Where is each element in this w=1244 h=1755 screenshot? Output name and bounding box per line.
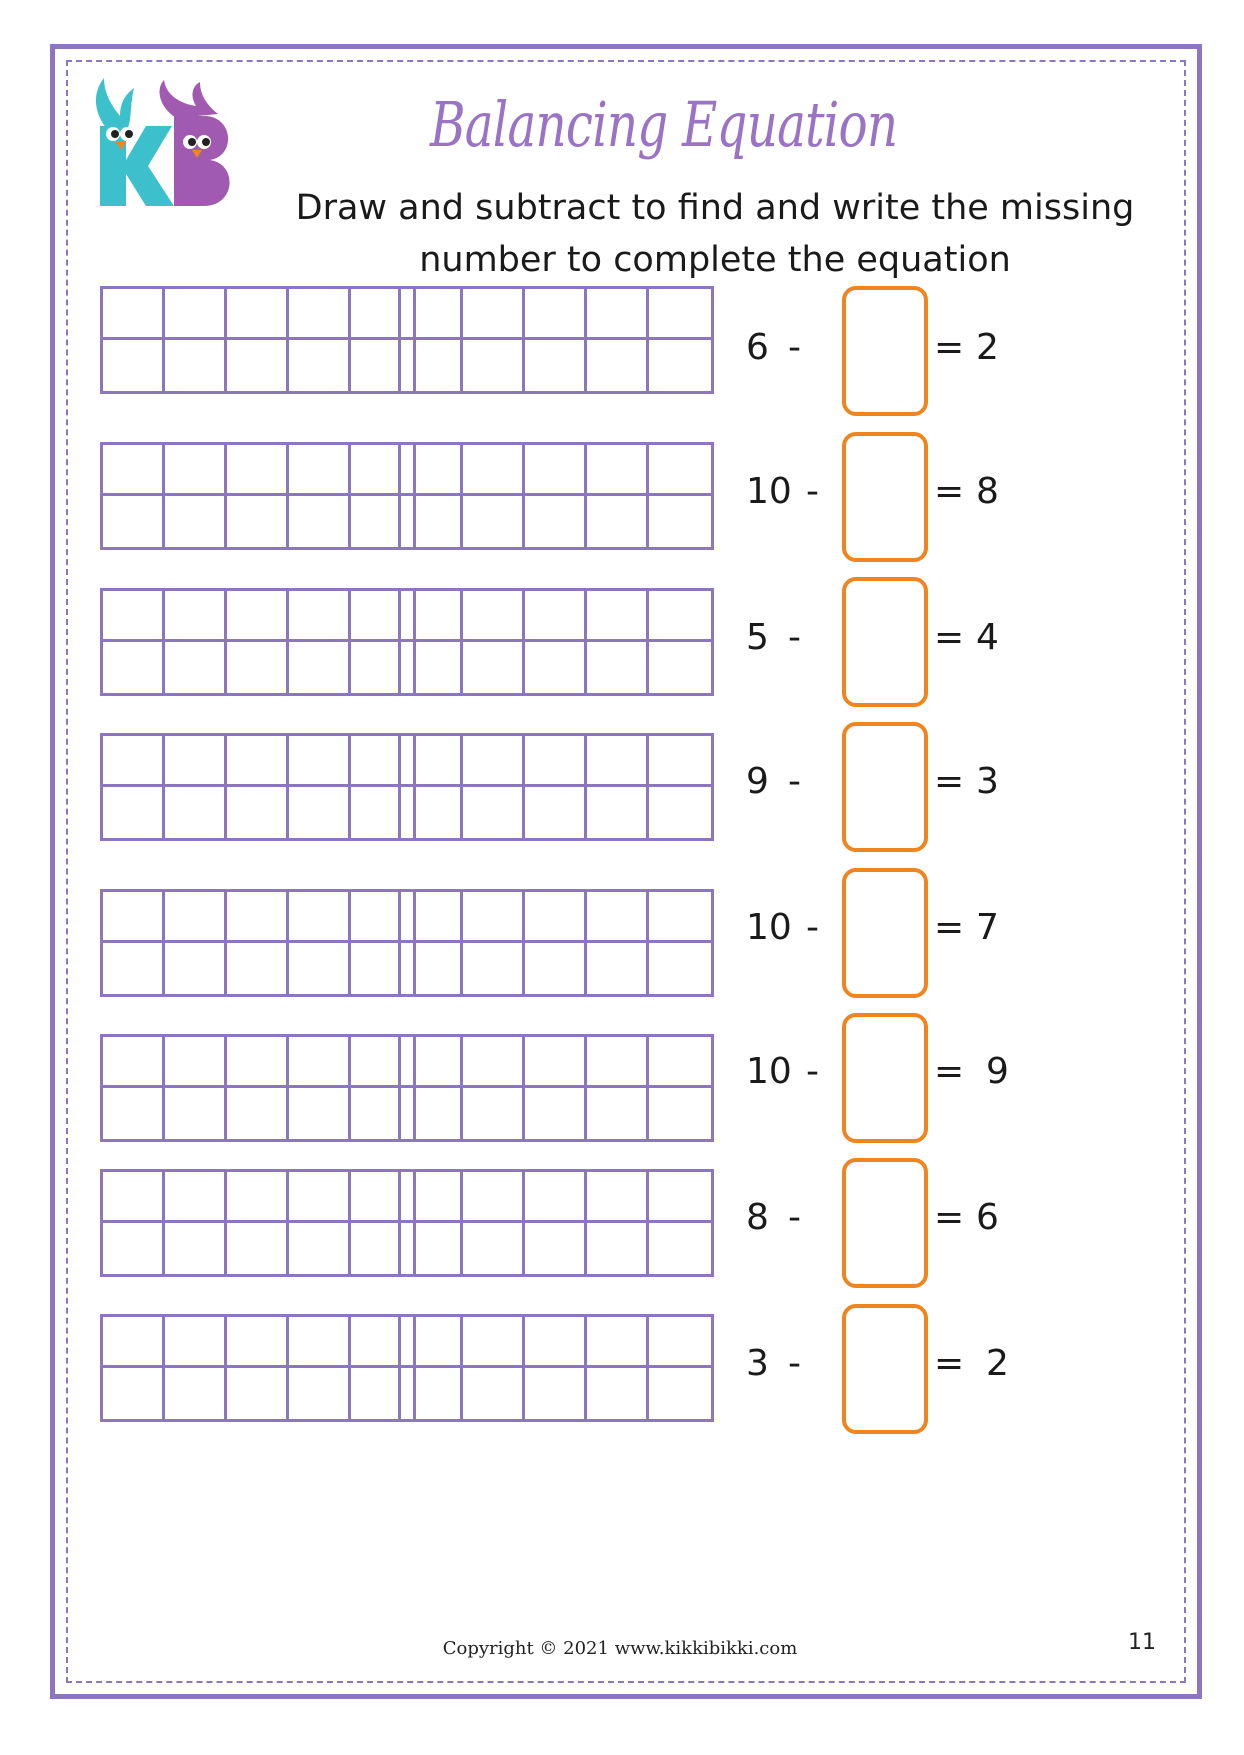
ten-frame-cell[interactable] bbox=[587, 787, 649, 838]
ten-frame-cell[interactable] bbox=[401, 642, 463, 693]
ten-frame-cell[interactable] bbox=[165, 1037, 227, 1088]
minuend: 10 bbox=[746, 1051, 792, 1092]
ten-frame[interactable] bbox=[398, 889, 714, 997]
minuend: 8 bbox=[746, 1197, 769, 1238]
ten-frame[interactable] bbox=[398, 1169, 714, 1277]
ten-frame-cell[interactable] bbox=[401, 1088, 463, 1139]
ten-frame-cell[interactable] bbox=[103, 289, 165, 340]
ten-frame-cell[interactable] bbox=[165, 1368, 227, 1419]
ten-frame-cell[interactable] bbox=[103, 591, 165, 642]
ten-frame[interactable] bbox=[100, 889, 416, 997]
ten-frame-cell[interactable] bbox=[401, 1037, 463, 1088]
equals-sign: = bbox=[934, 907, 965, 948]
ten-frame[interactable] bbox=[398, 286, 714, 394]
ten-frame-cell[interactable] bbox=[165, 787, 227, 838]
ten-frame-cell[interactable] bbox=[165, 289, 227, 340]
ten-frame-cell[interactable] bbox=[165, 642, 227, 693]
minuend: 3 bbox=[746, 1343, 769, 1384]
ten-frame-cell[interactable] bbox=[227, 1037, 289, 1088]
ten-frame[interactable] bbox=[100, 1314, 416, 1422]
ten-frame-cell[interactable] bbox=[587, 496, 649, 547]
minus-sign: - bbox=[806, 1051, 819, 1092]
ten-frame-cell[interactable] bbox=[525, 642, 587, 693]
ten-frame-cell[interactable] bbox=[649, 591, 711, 642]
ten-frame-cell[interactable] bbox=[525, 943, 587, 994]
ten-frame-cell[interactable] bbox=[649, 943, 711, 994]
result-value: 9 bbox=[986, 1051, 1009, 1092]
ten-frame-cell[interactable] bbox=[401, 289, 463, 340]
ten-frame-cell[interactable] bbox=[401, 892, 463, 943]
result-value: 2 bbox=[976, 327, 999, 368]
ten-frame-cell[interactable] bbox=[463, 445, 525, 496]
ten-frame-cell[interactable] bbox=[525, 496, 587, 547]
equals-sign: = bbox=[934, 471, 965, 512]
ten-frame-cell[interactable] bbox=[463, 1317, 525, 1368]
answer-box[interactable] bbox=[842, 1304, 928, 1434]
ten-frame-cell[interactable] bbox=[463, 943, 525, 994]
ten-frame-cell[interactable] bbox=[401, 1172, 463, 1223]
ten-frame-cell[interactable] bbox=[289, 943, 351, 994]
answer-box[interactable] bbox=[842, 868, 928, 998]
ten-frame-cell[interactable] bbox=[103, 496, 165, 547]
worksheet-instructions: Draw and subtract to find and write the missing number to complete the equation bbox=[295, 188, 1135, 280]
ten-frame-cell[interactable] bbox=[227, 1223, 289, 1274]
minus-sign: - bbox=[788, 761, 801, 802]
ten-frame-cell[interactable] bbox=[649, 1172, 711, 1223]
ten-frame-cell[interactable] bbox=[227, 892, 289, 943]
ten-frame-cell[interactable] bbox=[227, 496, 289, 547]
ten-frame[interactable] bbox=[398, 733, 714, 841]
equals-sign: = bbox=[934, 327, 965, 368]
ten-frame-cell[interactable] bbox=[463, 736, 525, 787]
ten-frame-cell[interactable] bbox=[227, 340, 289, 391]
ten-frame-cell[interactable] bbox=[227, 1368, 289, 1419]
minuend: 10 bbox=[746, 471, 792, 512]
ten-frame-cell[interactable] bbox=[289, 1368, 351, 1419]
ten-frame-cell[interactable] bbox=[525, 1368, 587, 1419]
ten-frame-cell[interactable] bbox=[289, 892, 351, 943]
ten-frame-cell[interactable] bbox=[401, 340, 463, 391]
ten-frame-cell[interactable] bbox=[103, 892, 165, 943]
ten-frame-cell[interactable] bbox=[463, 496, 525, 547]
ten-frame-cell[interactable] bbox=[165, 1317, 227, 1368]
worksheet-title: Balancing Equation bbox=[430, 88, 898, 161]
ten-frame-cell[interactable] bbox=[463, 1368, 525, 1419]
result-value: 4 bbox=[976, 617, 999, 658]
minuend: 9 bbox=[746, 761, 769, 802]
ten-frame-cell[interactable] bbox=[165, 496, 227, 547]
ten-frame-cell[interactable] bbox=[103, 1223, 165, 1274]
ten-frame-cell[interactable] bbox=[227, 787, 289, 838]
ten-frame-cell[interactable] bbox=[649, 642, 711, 693]
answer-box[interactable] bbox=[842, 432, 928, 562]
ten-frame-cell[interactable] bbox=[649, 1037, 711, 1088]
ten-frame-cell[interactable] bbox=[165, 1223, 227, 1274]
ten-frame[interactable] bbox=[398, 588, 714, 696]
ten-frame[interactable] bbox=[100, 588, 416, 696]
ten-frame-cell[interactable] bbox=[525, 787, 587, 838]
kikkibikki-logo bbox=[86, 76, 246, 216]
ten-frame-cell[interactable] bbox=[103, 1172, 165, 1223]
ten-frame-cell[interactable] bbox=[289, 445, 351, 496]
ten-frame-cell[interactable] bbox=[165, 445, 227, 496]
ten-frame-cell[interactable] bbox=[165, 736, 227, 787]
ten-frame-cell[interactable] bbox=[587, 1037, 649, 1088]
ten-frame-cell[interactable] bbox=[227, 445, 289, 496]
ten-frame[interactable] bbox=[398, 1034, 714, 1142]
ten-frame-cell[interactable] bbox=[165, 1088, 227, 1139]
ten-frame[interactable] bbox=[398, 1314, 714, 1422]
minus-sign: - bbox=[806, 471, 819, 512]
answer-box[interactable] bbox=[842, 1013, 928, 1143]
minuend: 6 bbox=[746, 327, 769, 368]
ten-frame-cell[interactable] bbox=[525, 1172, 587, 1223]
ten-frame-cell[interactable] bbox=[289, 1088, 351, 1139]
ten-frame[interactable] bbox=[100, 733, 416, 841]
ten-frame-cell[interactable] bbox=[227, 1317, 289, 1368]
ten-frame-cell[interactable] bbox=[289, 642, 351, 693]
ten-frame-cell[interactable] bbox=[289, 289, 351, 340]
ten-frame-cell[interactable] bbox=[463, 892, 525, 943]
ten-frame-cell[interactable] bbox=[165, 591, 227, 642]
ten-frame-cell[interactable] bbox=[227, 943, 289, 994]
page-number: 11 bbox=[1128, 1630, 1156, 1655]
ten-frame-cell[interactable] bbox=[463, 1037, 525, 1088]
ten-frame-cell[interactable] bbox=[463, 1172, 525, 1223]
equals-sign: = bbox=[934, 1051, 965, 1092]
ten-frame-cell[interactable] bbox=[587, 289, 649, 340]
copyright-footer: Copyright © 2021 www.kikkibikki.com bbox=[442, 1638, 798, 1659]
ten-frame-cell[interactable] bbox=[649, 1088, 711, 1139]
ten-frame-cell[interactable] bbox=[165, 943, 227, 994]
ten-frame-cell[interactable] bbox=[587, 1088, 649, 1139]
equals-sign: = bbox=[934, 761, 965, 802]
ten-frame-cell[interactable] bbox=[525, 289, 587, 340]
equals-sign: = bbox=[934, 617, 965, 658]
ten-frame-cell[interactable] bbox=[525, 1088, 587, 1139]
result-value: 8 bbox=[976, 471, 999, 512]
ten-frame-cell[interactable] bbox=[227, 642, 289, 693]
ten-frame[interactable] bbox=[100, 1169, 416, 1277]
ten-frame-cell[interactable] bbox=[103, 1368, 165, 1419]
ten-frame-cell[interactable] bbox=[289, 591, 351, 642]
ten-frame-cell[interactable] bbox=[525, 1037, 587, 1088]
ten-frame-cell[interactable] bbox=[587, 642, 649, 693]
ten-frame-cell[interactable] bbox=[103, 1088, 165, 1139]
minus-sign: - bbox=[788, 327, 801, 368]
ten-frame-cell[interactable] bbox=[463, 1088, 525, 1139]
ten-frame-cell[interactable] bbox=[525, 1317, 587, 1368]
ten-frame-cell[interactable] bbox=[401, 943, 463, 994]
answer-box[interactable] bbox=[842, 286, 928, 416]
equals-sign: = bbox=[934, 1343, 965, 1384]
ten-frame-cell[interactable] bbox=[587, 591, 649, 642]
ten-frame-cell[interactable] bbox=[227, 1088, 289, 1139]
ten-frame-cell[interactable] bbox=[401, 445, 463, 496]
ten-frame-cell[interactable] bbox=[463, 289, 525, 340]
ten-frame-cell[interactable] bbox=[103, 445, 165, 496]
minuend: 5 bbox=[746, 617, 769, 658]
ten-frame-cell[interactable] bbox=[463, 787, 525, 838]
ten-frame-cell[interactable] bbox=[525, 591, 587, 642]
ten-frame-cell[interactable] bbox=[289, 1317, 351, 1368]
ten-frame-cell[interactable] bbox=[401, 591, 463, 642]
ten-frame-cell[interactable] bbox=[463, 340, 525, 391]
ten-frame-cell[interactable] bbox=[165, 1172, 227, 1223]
ten-frame-cell[interactable] bbox=[401, 1223, 463, 1274]
ten-frame-cell[interactable] bbox=[463, 1223, 525, 1274]
ten-frame-cell[interactable] bbox=[227, 289, 289, 340]
ten-frame[interactable] bbox=[398, 442, 714, 550]
minuend: 10 bbox=[746, 907, 792, 948]
ten-frame-cell[interactable] bbox=[649, 445, 711, 496]
ten-frame-cell[interactable] bbox=[587, 1172, 649, 1223]
ten-frame-cell[interactable] bbox=[401, 1317, 463, 1368]
minus-sign: - bbox=[788, 1197, 801, 1238]
ten-frame-cell[interactable] bbox=[103, 1037, 165, 1088]
ten-frame-cell[interactable] bbox=[401, 736, 463, 787]
ten-frame-cell[interactable] bbox=[649, 1223, 711, 1274]
equals-sign: = bbox=[934, 1197, 965, 1238]
ten-frame-cell[interactable] bbox=[165, 892, 227, 943]
ten-frame-cell[interactable] bbox=[525, 892, 587, 943]
ten-frame-cell[interactable] bbox=[649, 289, 711, 340]
ten-frame-cell[interactable] bbox=[103, 943, 165, 994]
ten-frame-cell[interactable] bbox=[103, 1317, 165, 1368]
ten-frame-cell[interactable] bbox=[649, 892, 711, 943]
result-value: 6 bbox=[976, 1197, 999, 1238]
answer-box[interactable] bbox=[842, 1158, 928, 1288]
minus-sign: - bbox=[788, 1343, 801, 1384]
ten-frame-cell[interactable] bbox=[401, 496, 463, 547]
ten-frame-cell[interactable] bbox=[587, 736, 649, 787]
result-value: 2 bbox=[986, 1343, 1009, 1384]
ten-frame-cell[interactable] bbox=[525, 736, 587, 787]
minus-sign: - bbox=[806, 907, 819, 948]
minus-sign: - bbox=[788, 617, 801, 658]
ten-frame-cell[interactable] bbox=[289, 496, 351, 547]
ten-frame-cell[interactable] bbox=[289, 1172, 351, 1223]
ten-frame-cell[interactable] bbox=[289, 1223, 351, 1274]
ten-frame-cell[interactable] bbox=[649, 1368, 711, 1419]
ten-frame-cell[interactable] bbox=[401, 787, 463, 838]
ten-frame-cell[interactable] bbox=[525, 1223, 587, 1274]
ten-frame-cell[interactable] bbox=[587, 1223, 649, 1274]
ten-frame[interactable] bbox=[100, 286, 416, 394]
ten-frame-cell[interactable] bbox=[289, 1037, 351, 1088]
result-value: 3 bbox=[976, 761, 999, 802]
ten-frame-cell[interactable] bbox=[401, 1368, 463, 1419]
ten-frame-cell[interactable] bbox=[463, 642, 525, 693]
ten-frame-cell[interactable] bbox=[227, 736, 289, 787]
ten-frame-cell[interactable] bbox=[289, 736, 351, 787]
ten-frame-cell[interactable] bbox=[649, 1317, 711, 1368]
ten-frame-cell[interactable] bbox=[103, 787, 165, 838]
answer-box[interactable] bbox=[842, 577, 928, 707]
ten-frame-cell[interactable] bbox=[103, 736, 165, 787]
ten-frame-cell[interactable] bbox=[103, 642, 165, 693]
ten-frame-cell[interactable] bbox=[649, 496, 711, 547]
ten-frame-cell[interactable] bbox=[587, 1368, 649, 1419]
ten-frame[interactable] bbox=[100, 1034, 416, 1142]
ten-frame-cell[interactable] bbox=[587, 1317, 649, 1368]
ten-frame-cell[interactable] bbox=[587, 340, 649, 391]
ten-frame[interactable] bbox=[100, 442, 416, 550]
ten-frame-cell[interactable] bbox=[103, 340, 165, 391]
ten-frame-cell[interactable] bbox=[587, 943, 649, 994]
result-value: 7 bbox=[976, 907, 999, 948]
ten-frame-cell[interactable] bbox=[525, 445, 587, 496]
ten-frame-cell[interactable] bbox=[289, 787, 351, 838]
ten-frame-cell[interactable] bbox=[289, 340, 351, 391]
ten-frame-cell[interactable] bbox=[587, 892, 649, 943]
ten-frame-cell[interactable] bbox=[587, 445, 649, 496]
answer-box[interactable] bbox=[842, 722, 928, 852]
ten-frame-cell[interactable] bbox=[227, 591, 289, 642]
ten-frame-cell[interactable] bbox=[649, 787, 711, 838]
ten-frame-cell[interactable] bbox=[165, 340, 227, 391]
ten-frame-cell[interactable] bbox=[463, 591, 525, 642]
ten-frame-cell[interactable] bbox=[525, 340, 587, 391]
ten-frame-cell[interactable] bbox=[649, 340, 711, 391]
ten-frame-cell[interactable] bbox=[649, 736, 711, 787]
ten-frame-cell[interactable] bbox=[227, 1172, 289, 1223]
